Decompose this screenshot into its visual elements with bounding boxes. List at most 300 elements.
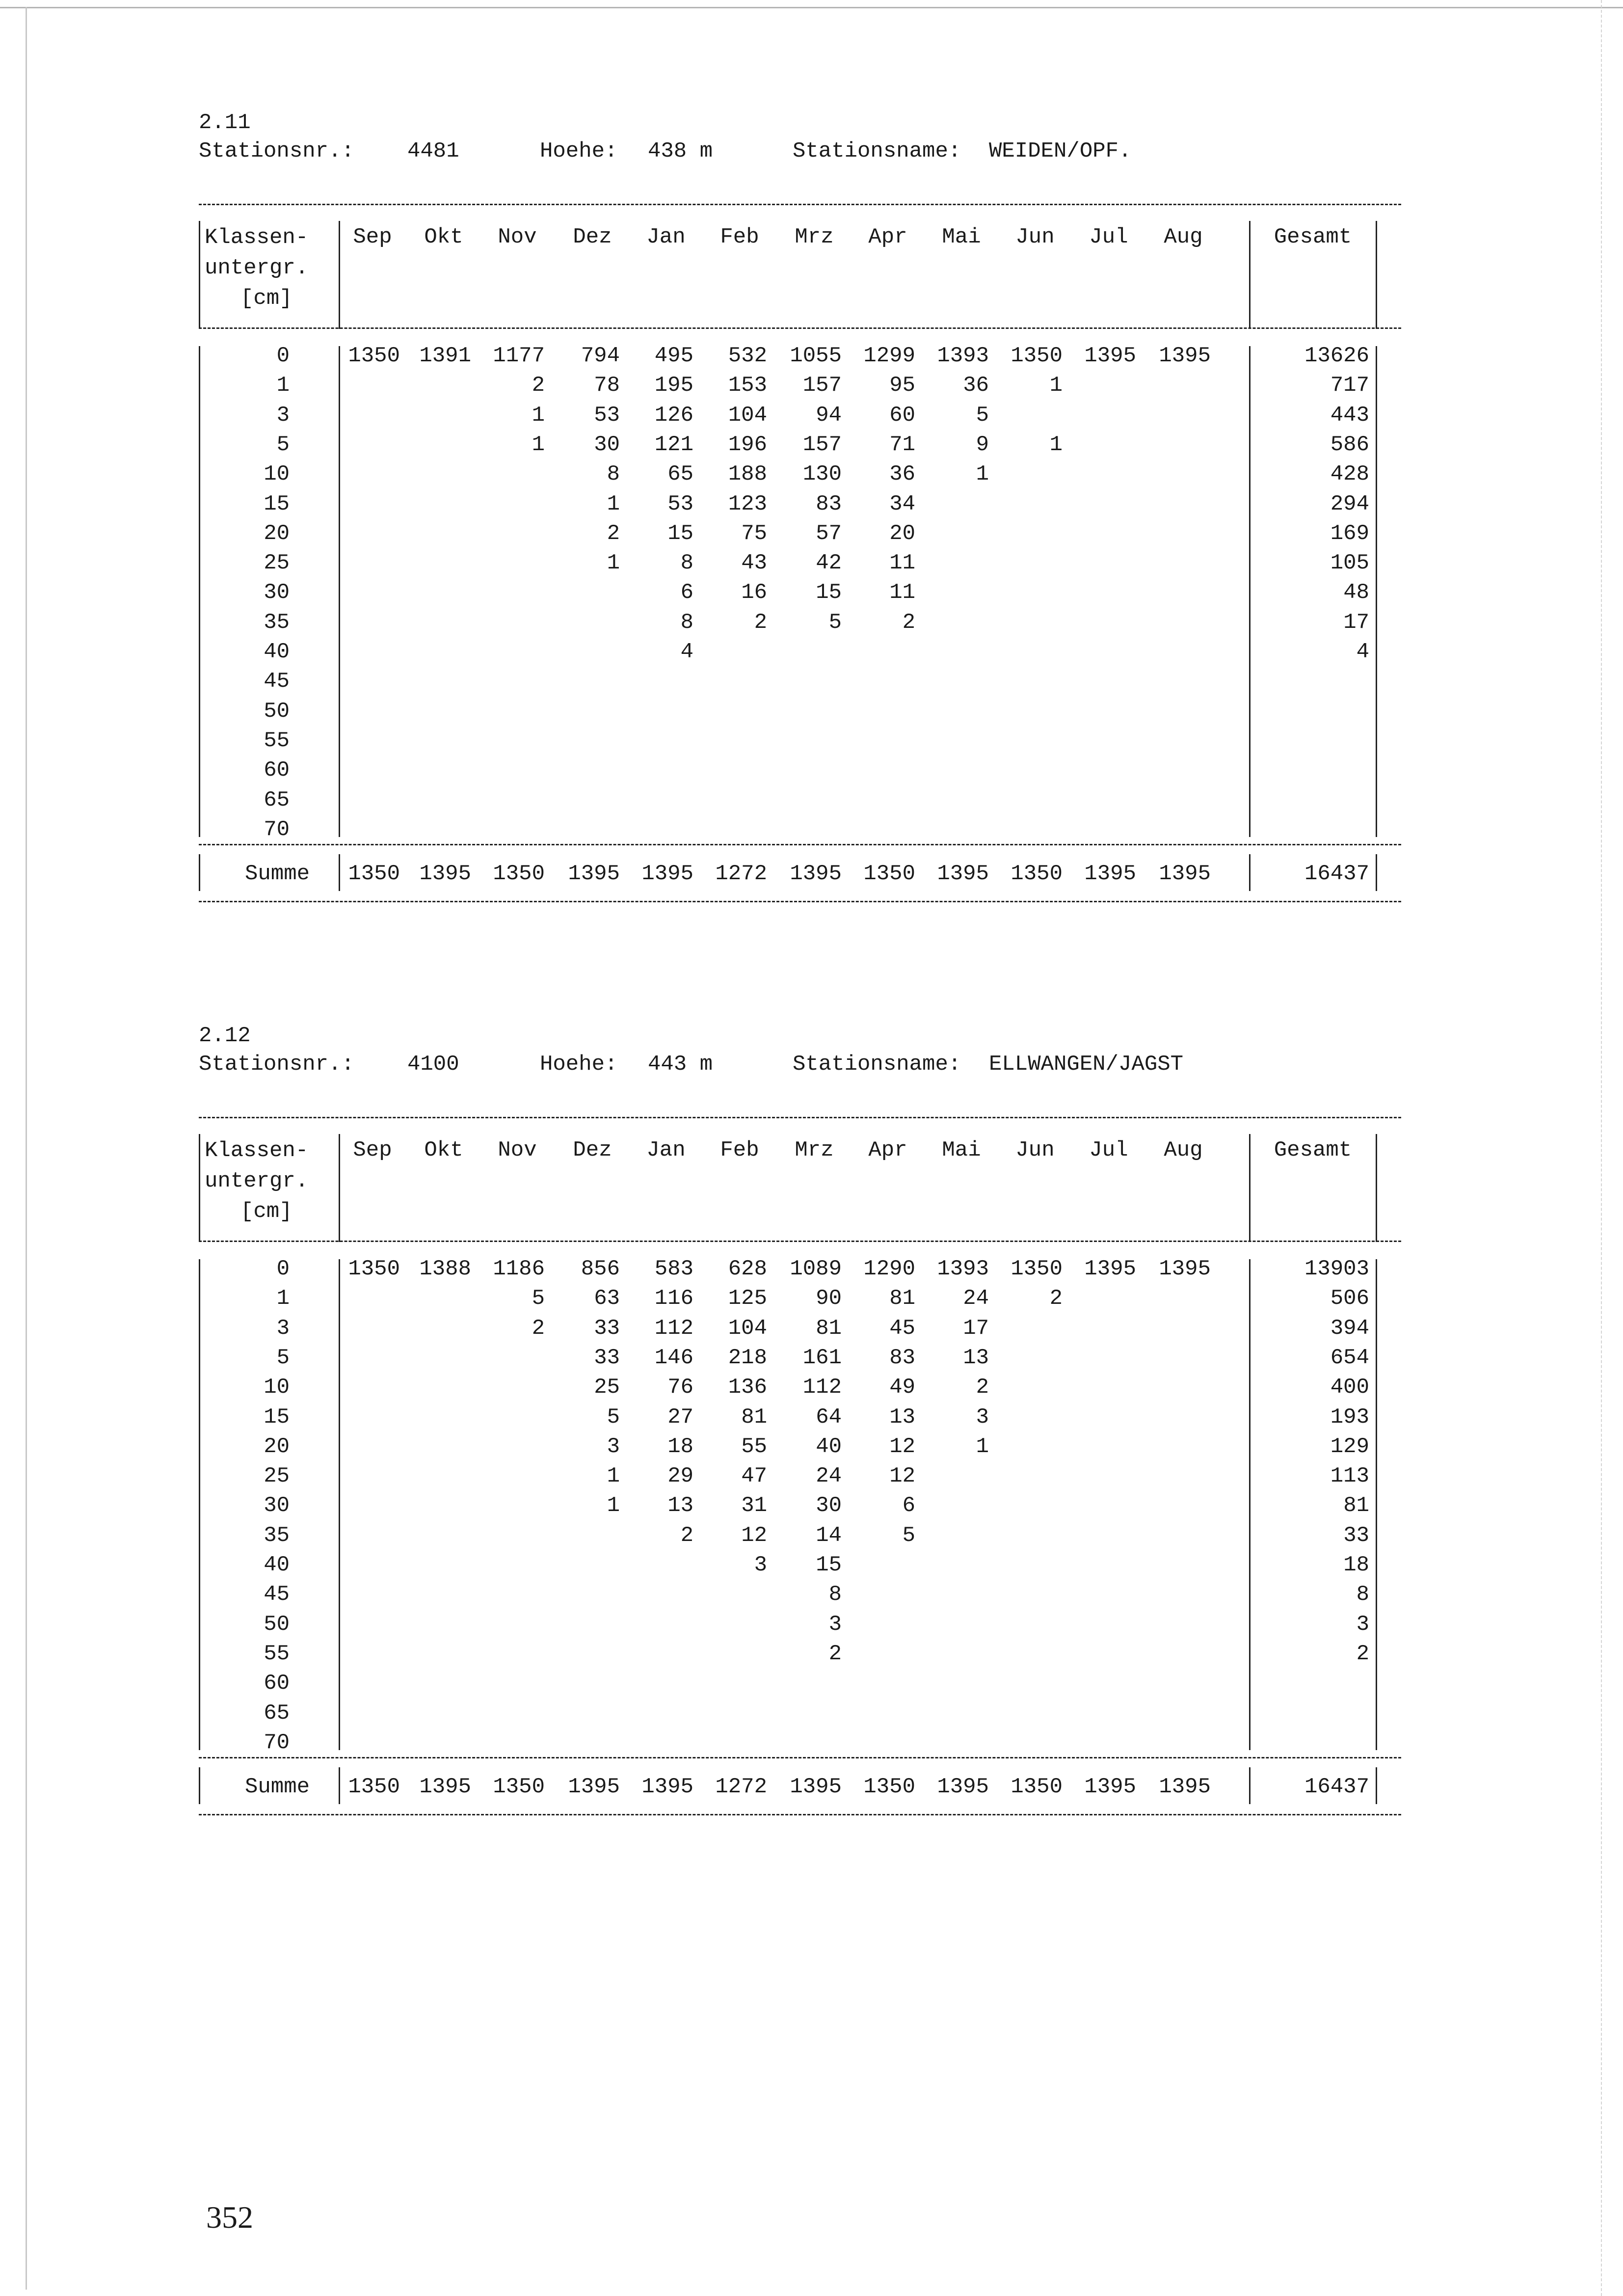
table-cell: 104 <box>728 403 767 428</box>
table-cell <box>994 608 1063 637</box>
row-total: 717 <box>1330 373 1369 398</box>
table-cell <box>698 726 767 756</box>
table-cell <box>331 608 400 637</box>
class-value: 70 <box>264 1730 290 1755</box>
table-cell: 13 <box>667 1493 693 1518</box>
column-separator <box>1376 1259 1377 1750</box>
class-value: 15 <box>264 1405 290 1430</box>
table-cell <box>847 815 915 844</box>
table-cell <box>625 1550 693 1580</box>
table-cell <box>1067 459 1136 489</box>
table-cell: 1350 <box>1011 344 1063 368</box>
table-cell <box>1067 1284 1136 1313</box>
table-cell <box>476 1580 545 1609</box>
table-cell <box>331 1699 400 1728</box>
table-cell: 794 <box>581 344 620 368</box>
table-cell <box>1067 1580 1136 1609</box>
class-value: 50 <box>264 1612 290 1637</box>
class-value: 35 <box>264 610 290 635</box>
table-cell: 14 <box>816 1523 842 1548</box>
table-cell <box>698 1639 767 1669</box>
table-cell: 3 <box>607 1434 620 1459</box>
row-total <box>1271 1669 1369 1698</box>
table-cell: 5 <box>828 610 842 635</box>
table-cell <box>625 1728 693 1757</box>
table-cell: 1395 <box>1159 1257 1211 1281</box>
class-value: 20 <box>264 1434 290 1459</box>
table-cell <box>625 726 693 756</box>
table-rule <box>199 204 1401 205</box>
class-header-line: [cm] <box>240 1199 293 1224</box>
table-cell <box>920 815 989 844</box>
table-cell <box>847 1610 915 1639</box>
table-cell <box>1067 519 1136 548</box>
table-cell: 1055 <box>790 344 842 368</box>
column-separator <box>199 346 200 837</box>
table-cell <box>1142 1521 1211 1550</box>
table-cell: 116 <box>654 1286 693 1311</box>
table-cell <box>331 489 400 519</box>
table-cell <box>331 1550 400 1580</box>
sum-cell: 1395 <box>568 862 620 886</box>
table-rule <box>199 327 1401 329</box>
table-cell <box>331 1639 400 1669</box>
month-header-apr: Apr <box>868 225 907 249</box>
table-cell <box>476 637 545 667</box>
table-cell: 157 <box>802 373 842 398</box>
table-cell <box>402 1728 471 1757</box>
month-header-mai: Mai <box>942 1138 981 1162</box>
class-value: 30 <box>264 580 290 605</box>
table-cell: 856 <box>581 1257 620 1281</box>
table-cell <box>402 519 471 548</box>
table-cell <box>1067 1491 1136 1520</box>
table-cell <box>331 1669 400 1698</box>
row-total: 169 <box>1330 521 1369 546</box>
table-cell <box>476 1699 545 1728</box>
table-cell <box>402 1461 471 1491</box>
table-cell <box>1067 637 1136 667</box>
table-cell: 3 <box>754 1553 767 1577</box>
month-header-nov: Nov <box>498 225 537 249</box>
table-cell: 5 <box>902 1523 915 1548</box>
table-cell <box>1067 1403 1136 1432</box>
table-cell: 583 <box>654 1257 693 1281</box>
month-header-apr: Apr <box>868 1138 907 1162</box>
table-cell: 153 <box>728 373 767 398</box>
sum-cell: 1350 <box>493 1775 545 1799</box>
column-separator <box>199 1134 200 1242</box>
table-cell <box>331 1432 400 1461</box>
table-cell <box>698 785 767 815</box>
table-cell: 2 <box>1049 1286 1063 1311</box>
table-cell: 6 <box>680 580 693 605</box>
table-cell <box>1142 459 1211 489</box>
table-cell: 2 <box>532 373 545 398</box>
row-total: 48 <box>1343 580 1369 605</box>
table-cell: 104 <box>728 1316 767 1341</box>
table-cell <box>773 1699 842 1728</box>
table-cell <box>994 459 1063 489</box>
month-header-jan: Jan <box>646 1138 686 1162</box>
table-cell <box>920 1610 989 1639</box>
table-cell <box>551 1669 620 1698</box>
data-table <box>199 204 1401 916</box>
table-cell: 15 <box>667 521 693 546</box>
class-value: 10 <box>264 462 290 487</box>
class-value: 40 <box>264 640 290 664</box>
table-cell <box>402 1550 471 1580</box>
table-cell <box>625 1610 693 1639</box>
table-cell <box>476 459 545 489</box>
table-cell: 130 <box>802 462 842 487</box>
class-value: 60 <box>264 758 290 783</box>
table-cell <box>1067 1373 1136 1402</box>
table-cell: 31 <box>741 1493 767 1518</box>
row-total <box>1271 785 1369 815</box>
sum-cell: 1395 <box>419 862 471 886</box>
table-cell <box>551 1699 620 1728</box>
sum-total: 16437 <box>1304 862 1369 886</box>
table-cell <box>476 519 545 548</box>
table-cell <box>402 697 471 726</box>
table-cell: 1299 <box>863 344 915 368</box>
table-cell <box>920 697 989 726</box>
table-cell: 33 <box>594 1345 620 1370</box>
table-cell: 78 <box>594 373 620 398</box>
table-cell <box>402 401 471 430</box>
table-cell: 8 <box>607 462 620 487</box>
table-cell <box>402 1314 471 1343</box>
column-separator <box>199 221 200 329</box>
table-cell <box>1067 371 1136 400</box>
table-cell <box>551 785 620 815</box>
table-cell <box>994 1373 1063 1402</box>
table-cell <box>994 756 1063 785</box>
row-total: 81 <box>1343 1493 1369 1518</box>
class-value: 65 <box>264 787 290 812</box>
row-total <box>1271 1728 1369 1757</box>
row-total: 428 <box>1330 462 1369 487</box>
table-cell <box>402 1610 471 1639</box>
sum-cell: 1395 <box>937 1775 989 1799</box>
table-cell <box>1142 815 1211 844</box>
table-cell: 1393 <box>937 344 989 368</box>
month-header-aug: Aug <box>1164 1138 1203 1162</box>
table-cell <box>551 1639 620 1669</box>
sum-total: 16437 <box>1304 1775 1369 1799</box>
table-cell: 8 <box>680 610 693 635</box>
class-value: 45 <box>264 669 290 694</box>
class-value: 60 <box>264 1671 290 1696</box>
sum-cell: 1350 <box>863 1775 915 1799</box>
page-edge-right <box>1601 0 1602 2296</box>
table-cell <box>994 1639 1063 1669</box>
table-cell <box>476 1639 545 1669</box>
table-cell <box>994 1669 1063 1698</box>
station-section <box>199 110 1401 920</box>
table-cell <box>476 667 545 696</box>
table-cell <box>920 1580 989 1609</box>
table-cell <box>331 1373 400 1402</box>
table-cell <box>920 1550 989 1580</box>
row-total <box>1271 667 1369 696</box>
table-cell <box>476 548 545 578</box>
table-cell <box>994 637 1063 667</box>
sum-cell: 1395 <box>641 1775 693 1799</box>
table-cell <box>625 1699 693 1728</box>
sum-cell: 1350 <box>863 862 915 886</box>
table-cell: 36 <box>889 462 915 487</box>
table-cell: 30 <box>816 1493 842 1518</box>
sum-label: Summe <box>244 862 310 886</box>
month-header-dez: Dez <box>573 225 612 249</box>
table-cell <box>402 608 471 637</box>
sum-cell: 1395 <box>1159 1775 1211 1799</box>
table-cell <box>476 756 545 785</box>
height-label: Hoehe: <box>540 1052 618 1077</box>
table-cell: 1 <box>607 491 620 516</box>
table-cell: 53 <box>594 403 620 428</box>
table-cell: 1 <box>976 462 989 487</box>
column-separator <box>1249 1259 1251 1750</box>
table-cell <box>698 1580 767 1609</box>
table-cell: 3 <box>828 1612 842 1637</box>
sum-label: Summe <box>244 1775 310 1799</box>
column-separator <box>1249 1767 1251 1804</box>
table-cell <box>1142 785 1211 815</box>
table-cell <box>698 1699 767 1728</box>
table-cell: 11 <box>889 580 915 605</box>
table-cell: 5 <box>976 403 989 428</box>
table-cell: 20 <box>889 521 915 546</box>
page-edge-top <box>0 7 1623 8</box>
table-cell <box>331 1491 400 1520</box>
table-cell <box>698 667 767 696</box>
month-header-dez: Dez <box>573 1138 612 1162</box>
column-separator <box>1249 221 1251 329</box>
table-cell: 24 <box>963 1286 989 1311</box>
table-cell <box>402 785 471 815</box>
table-cell <box>920 608 989 637</box>
table-cell <box>402 430 471 459</box>
table-cell <box>1142 1432 1211 1461</box>
table-cell <box>476 815 545 844</box>
table-cell <box>402 1699 471 1728</box>
table-cell <box>1067 548 1136 578</box>
class-value: 65 <box>264 1701 290 1726</box>
table-cell <box>994 1699 1063 1728</box>
table-cell <box>331 548 400 578</box>
table-cell <box>847 637 915 667</box>
row-total: 2 <box>1356 1641 1369 1666</box>
table-cell <box>994 401 1063 430</box>
table-cell <box>551 726 620 756</box>
month-header-mai: Mai <box>942 225 981 249</box>
station-name-label: Stationsname: <box>793 139 961 163</box>
table-cell <box>402 667 471 696</box>
table-cell <box>698 697 767 726</box>
table-cell <box>331 430 400 459</box>
row-total <box>1271 756 1369 785</box>
table-cell: 1 <box>607 551 620 576</box>
table-cell <box>476 1373 545 1402</box>
table-cell <box>1142 1373 1211 1402</box>
row-total: 18 <box>1343 1553 1369 1577</box>
table-cell <box>331 1461 400 1491</box>
class-header-line: untergr. <box>205 1169 309 1193</box>
station-name-value: WEIDEN/OPF. <box>989 139 1132 163</box>
table-cell <box>1142 1728 1211 1757</box>
table-cell: 83 <box>816 491 842 516</box>
table-cell <box>402 726 471 756</box>
table-cell: 12 <box>889 1464 915 1489</box>
table-cell: 6 <box>902 1493 915 1518</box>
table-cell <box>847 726 915 756</box>
table-cell <box>920 785 989 815</box>
table-cell <box>920 489 989 519</box>
table-rule <box>199 1241 1401 1242</box>
table-cell: 2 <box>607 521 620 546</box>
class-header-line: Klassen- <box>205 1138 309 1163</box>
table-cell <box>476 608 545 637</box>
table-cell <box>331 756 400 785</box>
table-cell: 195 <box>654 373 693 398</box>
table-cell <box>1067 726 1136 756</box>
table-cell <box>402 371 471 400</box>
table-cell <box>551 1610 620 1639</box>
table-cell: 2 <box>754 610 767 635</box>
class-value: 1 <box>276 1286 290 1311</box>
table-cell: 81 <box>741 1405 767 1430</box>
table-cell <box>847 1550 915 1580</box>
station-no-label: Stationsnr.: <box>199 139 354 163</box>
table-cell: 628 <box>728 1257 767 1281</box>
table-cell: 64 <box>816 1405 842 1430</box>
table-cell: 63 <box>594 1286 620 1311</box>
table-cell: 71 <box>889 432 915 457</box>
row-total: 294 <box>1330 491 1369 516</box>
table-cell <box>476 726 545 756</box>
sum-cell: 1272 <box>715 1775 767 1799</box>
table-cell <box>1067 608 1136 637</box>
table-cell <box>1142 1669 1211 1698</box>
row-total: 129 <box>1330 1434 1369 1459</box>
table-cell <box>1067 1314 1136 1343</box>
table-cell: 188 <box>728 462 767 487</box>
table-cell <box>331 1343 400 1373</box>
table-cell <box>1142 1580 1211 1609</box>
table-cell <box>773 726 842 756</box>
table-cell <box>331 815 400 844</box>
table-cell <box>1067 785 1136 815</box>
month-header-jun: Jun <box>1015 1138 1055 1162</box>
table-cell <box>994 578 1063 607</box>
row-total: 506 <box>1330 1286 1369 1311</box>
table-cell <box>1142 1284 1211 1313</box>
table-cell: 13 <box>963 1345 989 1370</box>
row-total <box>1271 815 1369 844</box>
row-total: 105 <box>1330 551 1369 576</box>
table-cell <box>847 1580 915 1609</box>
table-cell <box>331 1521 400 1550</box>
table-cell <box>402 548 471 578</box>
column-separator <box>199 1259 200 1750</box>
table-cell: 55 <box>741 1434 767 1459</box>
table-cell <box>920 578 989 607</box>
table-cell <box>847 1639 915 1669</box>
table-cell: 16 <box>741 580 767 605</box>
table-cell <box>698 1610 767 1639</box>
table-cell <box>1142 697 1211 726</box>
table-cell <box>994 1343 1063 1373</box>
class-value: 5 <box>276 432 290 457</box>
month-header-feb: Feb <box>720 1138 759 1162</box>
table-cell <box>994 1491 1063 1520</box>
class-value: 45 <box>264 1582 290 1607</box>
class-value: 1 <box>276 373 290 398</box>
table-cell <box>476 785 545 815</box>
column-separator <box>1376 1134 1377 1242</box>
table-cell <box>625 1669 693 1698</box>
table-cell <box>847 785 915 815</box>
table-cell: 112 <box>802 1375 842 1400</box>
table-cell <box>994 1461 1063 1491</box>
table-cell: 1 <box>532 432 545 457</box>
table-cell <box>1142 401 1211 430</box>
table-cell <box>331 726 400 756</box>
table-cell <box>402 1491 471 1520</box>
table-cell <box>1067 667 1136 696</box>
table-cell <box>994 519 1063 548</box>
table-cell <box>1142 608 1211 637</box>
table-cell: 1395 <box>1084 344 1136 368</box>
table-cell <box>476 1432 545 1461</box>
row-total: 113 <box>1330 1464 1369 1489</box>
table-cell <box>1142 756 1211 785</box>
table-cell <box>847 697 915 726</box>
column-separator <box>1376 221 1377 329</box>
table-cell <box>1142 371 1211 400</box>
table-cell <box>402 459 471 489</box>
table-cell <box>402 1521 471 1550</box>
table-cell <box>994 1728 1063 1757</box>
table-cell: 126 <box>654 403 693 428</box>
table-cell <box>920 1461 989 1491</box>
table-cell: 34 <box>889 491 915 516</box>
table-cell: 65 <box>667 462 693 487</box>
table-cell <box>625 1639 693 1669</box>
table-cell: 1350 <box>1011 1257 1063 1281</box>
table-cell <box>1142 1550 1211 1580</box>
table-cell <box>920 1699 989 1728</box>
table-cell <box>1142 519 1211 548</box>
table-cell <box>1142 1403 1211 1432</box>
sum-cell: 1350 <box>493 862 545 886</box>
column-separator <box>1376 854 1377 891</box>
station-no-value: 4481 <box>407 139 459 163</box>
table-cell <box>331 1728 400 1757</box>
table-cell <box>402 1669 471 1698</box>
table-cell <box>402 489 471 519</box>
table-cell <box>1142 637 1211 667</box>
class-value: 50 <box>264 699 290 724</box>
table-cell <box>625 785 693 815</box>
row-total <box>1271 697 1369 726</box>
table-cell <box>402 1373 471 1402</box>
table-cell <box>625 697 693 726</box>
table-cell: 218 <box>728 1345 767 1370</box>
